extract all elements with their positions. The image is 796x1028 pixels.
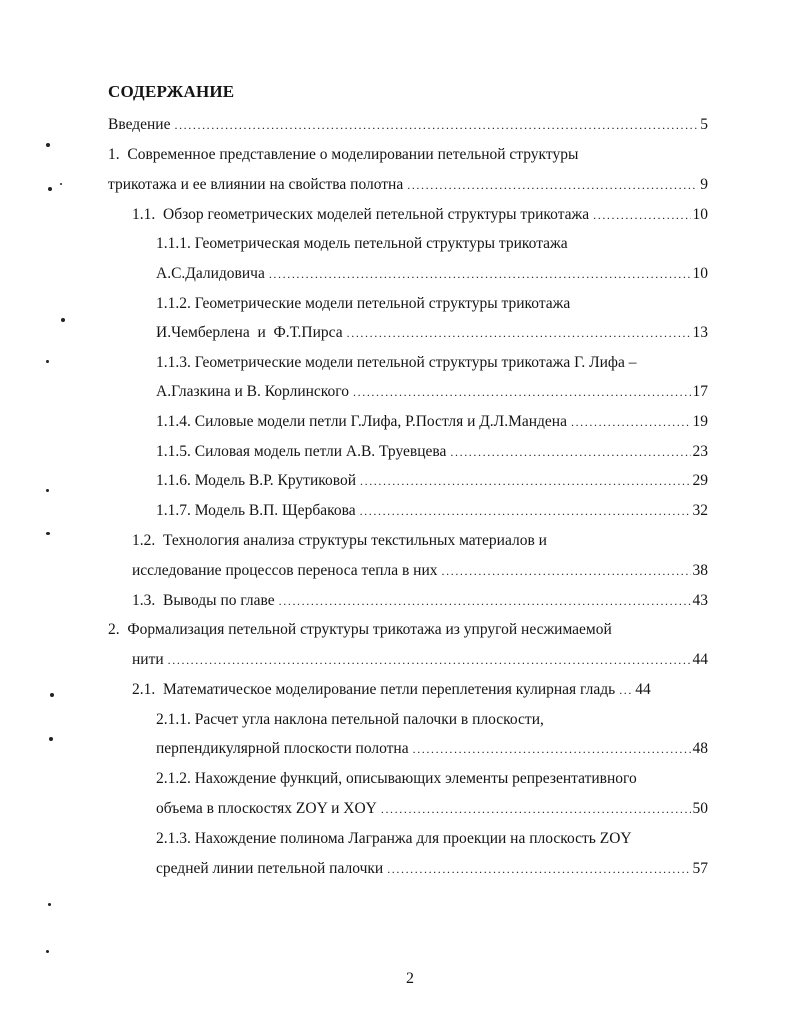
scan-speck bbox=[46, 143, 50, 147]
scan-speck bbox=[50, 693, 54, 697]
toc-entry-1-2[interactable] bbox=[132, 529, 708, 553]
toc-entry-2-1-3-cont[interactable] bbox=[156, 857, 708, 881]
toc-entry-1-1-1-cont[interactable] bbox=[156, 262, 708, 286]
toc-entry-chapter-1-cont[interactable] bbox=[108, 173, 708, 197]
toc-entry-1-1-3-cont[interactable] bbox=[156, 380, 708, 404]
toc-leader-dots bbox=[593, 203, 690, 227]
toc-entry-text: средней линии петельной палочки bbox=[156, 860, 384, 877]
toc-leader-dots bbox=[360, 499, 691, 523]
toc-entry-1-1-6[interactable] bbox=[156, 469, 708, 493]
toc-entry-page: 48 bbox=[692, 740, 708, 757]
toc-entry-text: 1.3. Выводы по главе bbox=[132, 592, 275, 609]
toc-entry-page: 57 bbox=[692, 860, 708, 877]
scan-speck bbox=[48, 903, 51, 906]
toc-leader-dots bbox=[168, 648, 691, 672]
toc-entry-page: 38 bbox=[692, 562, 708, 579]
toc-entry-text: 2.1.2. Нахождение функций, описывающих элементы репрезентативного bbox=[156, 770, 637, 787]
toc-leader-dots bbox=[413, 737, 691, 761]
toc-entry-2-1-2-cont[interactable] bbox=[156, 797, 708, 821]
toc-entry-text: 2.1.1. Расчет угла наклона петельной палочки в плоскости, bbox=[156, 711, 544, 728]
toc-leader-dots bbox=[619, 678, 633, 702]
toc-entry-1-1-7[interactable] bbox=[156, 499, 708, 523]
page-number: 2 bbox=[406, 970, 414, 987]
toc-entry-text: 1.1. Обзор геометрических моделей петельной структуры трикотажа bbox=[132, 206, 590, 223]
toc-entry-text: 1.1.3. Геометрические модели петельной структуры трикотажа Г. Лифа – bbox=[156, 354, 637, 371]
toc-entry-2-1-1-cont[interactable] bbox=[156, 737, 708, 761]
toc-leader-dots bbox=[269, 262, 691, 286]
toc-leader-dots bbox=[571, 410, 691, 434]
toc-entry-1-1-3[interactable] bbox=[156, 351, 708, 375]
toc-entry-2-1[interactable] bbox=[132, 678, 708, 702]
toc-entry-page: 10 bbox=[692, 265, 708, 282]
toc-leader-dots bbox=[442, 559, 691, 583]
toc-leader-dots bbox=[450, 440, 690, 464]
toc-leader-dots bbox=[407, 173, 698, 197]
scan-speck bbox=[61, 318, 65, 322]
toc-entry-2-1-1[interactable] bbox=[156, 708, 708, 732]
toc-entry-1-2-cont[interactable] bbox=[132, 559, 708, 583]
toc-entry-page: 5 bbox=[700, 116, 708, 133]
toc-title: СОДЕРЖАНИЕ bbox=[108, 82, 235, 101]
toc-entry-1-3[interactable] bbox=[132, 589, 708, 613]
toc-entry-text: трикотажа и ее влиянии на свойства полотна bbox=[108, 176, 404, 193]
toc-entry-1-1-2[interactable] bbox=[156, 292, 708, 316]
toc-leader-dots bbox=[279, 589, 691, 613]
toc-entry-page: 50 bbox=[692, 800, 708, 817]
toc-entry-text: 1.1.7. Модель В.П. Щербакова bbox=[156, 502, 356, 519]
toc-entry-page: 44 bbox=[692, 651, 708, 668]
toc-entry-page: 23 bbox=[692, 443, 708, 460]
toc-entry-page: 9 bbox=[700, 176, 708, 193]
scan-speck bbox=[60, 183, 62, 185]
toc-entry-page: 19 bbox=[692, 413, 708, 430]
toc-entry-text: 1.1.6. Модель В.Р. Крутиковой bbox=[156, 472, 356, 489]
toc-entry-text: А.Глазкина и В. Корлинского bbox=[156, 383, 350, 400]
scan-speck bbox=[46, 532, 50, 535]
scan-speck bbox=[46, 489, 49, 492]
toc-entry-text: А.С.Далидовича bbox=[156, 265, 265, 282]
toc-entry-page: 13 bbox=[692, 324, 708, 341]
toc-entry-introduction[interactable] bbox=[108, 113, 708, 137]
toc-entry-1-1[interactable] bbox=[132, 203, 708, 227]
toc-entry-1-1-5[interactable] bbox=[156, 440, 708, 464]
scan-speck bbox=[46, 360, 49, 363]
toc-leader-dots bbox=[174, 113, 698, 137]
toc-entry-page: 44 bbox=[635, 681, 651, 698]
toc-entry-text: 1.1.2. Геометрические модели петельной структуры трикотажа bbox=[156, 295, 571, 312]
toc-leader-dots bbox=[347, 321, 691, 345]
toc-entry-text: 1.1.5. Силовая модель петли А.В. Труевцева bbox=[156, 443, 447, 460]
toc-leader-dots bbox=[387, 857, 690, 881]
scan-speck bbox=[46, 950, 49, 953]
toc-entry-text: 2. Формализация петельной структуры трикотажа из упругой несжимаемой bbox=[108, 621, 612, 638]
toc-entry-chapter-2-cont[interactable] bbox=[132, 648, 708, 672]
toc-entry-1-1-1[interactable] bbox=[156, 232, 708, 256]
toc-entry-chapter-2[interactable] bbox=[108, 618, 708, 642]
toc-entry-page: 17 bbox=[692, 383, 708, 400]
toc-entry-1-1-2-cont[interactable] bbox=[156, 321, 708, 345]
toc-entry-text: 2.1. Математическое моделирование петли переплетения кулирная гладь bbox=[132, 681, 616, 698]
toc-leader-dots bbox=[381, 797, 691, 821]
toc-entry-text: нити bbox=[132, 651, 164, 668]
toc-entry-text: 1. Современное представление о моделировании петельной структуры bbox=[108, 146, 579, 163]
toc-entry-text: объема в плоскостях ZOY и XOY bbox=[156, 800, 377, 817]
scan-speck bbox=[49, 737, 53, 741]
toc-entry-text: перпендикулярной плоскости полотна bbox=[156, 740, 409, 757]
toc-entry-page: 10 bbox=[692, 206, 708, 223]
toc-entry-2-1-3[interactable] bbox=[156, 827, 708, 851]
toc-entry-text: 2.1.3. Нахождение полинома Лагранжа для проекции на плоскость ZOY bbox=[156, 830, 632, 847]
toc-entry-text: исследование процессов переноса тепла в них bbox=[132, 562, 438, 579]
toc-entry-text: И.Чемберлена и Ф.Т.Пирса bbox=[156, 324, 343, 341]
toc-entry-chapter-1[interactable] bbox=[108, 143, 708, 167]
toc-entry-text: 1.1.1. Геометрическая модель петельной структуры трикотажа bbox=[156, 235, 568, 252]
toc-entry-1-1-4[interactable] bbox=[156, 410, 708, 434]
scan-speck bbox=[48, 187, 52, 191]
toc-entry-text: Введение bbox=[108, 116, 171, 133]
toc-leader-dots bbox=[360, 469, 691, 493]
toc-entry-page: 29 bbox=[692, 472, 708, 489]
toc-entry-text: 1.2. Технология анализа структуры текстильных материалов и bbox=[132, 532, 547, 549]
toc-entry-text: 1.1.4. Силовые модели петли Г.Лифа, Р.Постля и Д.Л.Мандена bbox=[156, 413, 567, 430]
toc-entry-2-1-2[interactable] bbox=[156, 767, 708, 791]
toc-entry-page: 32 bbox=[692, 502, 708, 519]
toc-entry-page: 43 bbox=[692, 592, 708, 609]
toc-leader-dots bbox=[353, 380, 690, 404]
